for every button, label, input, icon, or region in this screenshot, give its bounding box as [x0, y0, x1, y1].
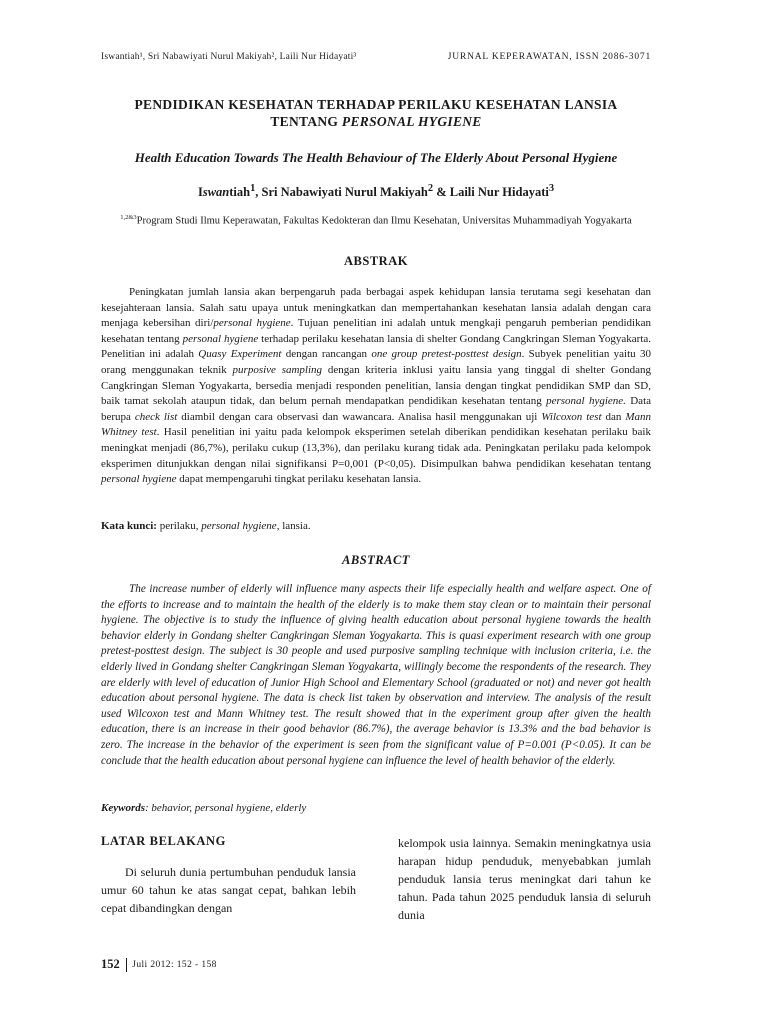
title-line-2-plain: TENTANG	[270, 114, 342, 129]
body-right-column	[398, 834, 651, 924]
footer-divider	[126, 958, 128, 972]
abstrak-text: Peningkatan jumlah lansia akan berpengaruh pada berbagai aspek kehidupan lansia terutama segi kesehatan dan kesejahteraan lansia. Salah satu upaya untuk meningkatkan dan mempertahankan kesehatan lansia adalah dengan cara menjaga kebersihan diri/	[101, 286, 651, 330]
kata-kunci-text: , lansia.	[276, 520, 311, 532]
abstrak-italic: purposive sampling	[232, 363, 323, 376]
abstrak-text: . Subyek penelitian yaitu 30 orang menggunakan teknik	[101, 348, 651, 376]
abstrak-text: dapat mempengaruhi tingkat perilaku kesehatan lansia.	[176, 473, 422, 486]
author-3: & Laili Nur Hidayati	[433, 185, 549, 200]
keywords	[101, 802, 651, 814]
author-3-sup: 3	[548, 183, 555, 194]
affiliation	[110, 211, 642, 228]
keywords-text: : behavior, personal hygiene, elderly	[145, 802, 307, 814]
abstrak-italic: personal hygiene	[213, 317, 291, 330]
running-head	[101, 52, 651, 62]
abstrak-text: . Hasil penelitian ini yaitu pada kelompok eksperimen setelah diberikan pendidikan kesehatan perilaku baik meningkat menjadi (86,7%), perilaku cukup (13,3%), dan perilaku kurang tidak ada. Peningkatan perilaku pada kelompok eksperimen ditunjukkan dengan nilai signifikansi P=0,001 (P<0,05). Disimpulkan bahwa pendidikan kesehatan tentang	[101, 426, 651, 470]
abstrak-text: . Tujuan penelitian ini adalah untuk mengkaji pengaruh pemberian pendidikan kesehatan tentang	[101, 317, 651, 345]
abstrak-italic: Quasy Experiment	[198, 348, 282, 361]
abstrak-text: dengan kriteria inklusi yaitu lansia yang tinggal di shelter Gondang Cangkringan Sleman Yogyakarta, bersedia menjadi responden penelitian, lansia dengan tingkat pendidikan SMP dan SD, baik tamat sekolah ataupun tidak, dan belum pernah mendapatkan pendidikan kesehatan tentang	[101, 363, 651, 408]
running-head-journal: JURNAL KEPERAWATAN, ISSN 2086-3071	[447, 52, 651, 62]
abstrak-text: diambil dengan cara observasi dan wawancara. Analisa hasil menggunakan uji	[177, 410, 542, 423]
english-title: Health Education Towards The Health Behaviour of The Elderly About Personal Hygiene	[134, 150, 618, 165]
abstrak-italic: personal hygiene.	[546, 395, 626, 408]
abstrak-italic: Mann Whitney test	[101, 410, 651, 439]
affiliation-sup: 1,2&3	[120, 214, 137, 221]
title-line-1: PENDIDIKAN KESEHATAN TERHADAP PERILAKU KESEHATAN LANSIA	[134, 97, 618, 112]
abstract-heading: ABSTRACT	[342, 553, 410, 567]
abstrak-text: dengan rancangan	[281, 348, 372, 361]
page-footer	[101, 957, 217, 972]
kata-kunci-italic: personal hygiene	[201, 520, 277, 532]
author-1-italic: swan	[202, 185, 230, 200]
title-line-2-italic: PERSONAL HYGIENE	[341, 114, 482, 129]
body-left-column	[101, 832, 356, 917]
author-1-suffix: tiah	[229, 185, 251, 200]
abstrak-italic: Wilcoxon test	[541, 410, 602, 423]
keywords-label: Keywords	[101, 802, 145, 814]
author-1-sup: 1	[250, 183, 256, 194]
footer-date-range: Juli 2012: 152 - 158	[132, 959, 217, 970]
abstrak-text: Data berupa	[101, 395, 652, 423]
title-line-2	[100, 113, 652, 130]
body-paragraph-left: Di seluruh dunia pertumbuhan penduduk lansia umur 60 tahun ke atas sangat cepat, bahkan lebih cepat dibandingkan dengan	[101, 865, 356, 915]
author-2: , Sri Nabawiyati Nurul Makiyah	[255, 185, 428, 200]
kata-kunci-text: perilaku,	[156, 520, 202, 532]
abstrak-heading: ABSTRAK	[344, 254, 408, 268]
kata-kunci	[101, 520, 651, 532]
author-2-sup: 2	[427, 183, 434, 194]
abstrak-italic: personal hygiene	[182, 332, 259, 345]
abstract-body: The increase number of elderly will influence many aspects their life especially health and welfare aspect. One of the efforts to increase and to maintain the health of the elderly is to make them stay clean or to maintain their personal hygiene. The objective is to study the influence of giving health education about personal hygiene towards the health behavior elderly in Gondang shelter Cangkringan Sleman Yogyakarta. This is quasi experiment research with one group pretest-posttest design. The subject is 30 people and used purposive sampling technique with inclusion criteria, i.e. the elderly lived in Gondang shelter Cangkringan Sleman Yogyakarta, willingly become the respondents of the research. They are elderly with level of education of Junior High School and Elementary School (graduated or not) and never got health education about personal hygiene. The data is check list taken by observation and interview. The analysis of the result used Wilcoxon test and Mann Whitney test. The result showed that in the experiment group after given the health education, there is an increase in their good behavior (86.7%), the average behavior is 13.3% and the bad behavior is zero. The increase in the behavior of the experiment is seen from the significant value of P=0.001 (P<0.05). It can be conclude that the health education about personal hygiene can influence the level of health behavior of the elderly.	[101, 583, 651, 767]
indonesian-title	[100, 96, 652, 130]
section-heading: LATAR BELAKANG	[101, 834, 226, 848]
abstrak-text: dan	[601, 410, 626, 423]
author-list	[100, 183, 652, 200]
affiliation-text: Program Studi Ilmu Keperawatan, Fakultas Kedokteran dan Ilmu Kesehatan, Universitas Muhammadiyah Yogyakarta	[136, 215, 632, 227]
kata-kunci-label: Kata kunci:	[101, 520, 157, 532]
running-head-authors: Iswantiah¹, Sri Nabawiyati Nurul Makiyah², Laili Nur Hidayati³	[101, 52, 357, 62]
author-1-prefix: I	[197, 185, 203, 200]
body-paragraph-right: kelompok usia lainnya. Semakin meningkatnya usia harapan hidup penduduk, menyebabkan jumlah penduduk lansia terus meningkat dari tahun ke tahun. Pada tahun 2025 penduduk lansia di seluruh dunia	[398, 836, 651, 922]
abstrak-body	[101, 285, 651, 488]
abstrak-text: terhadap perilaku kesehatan lansia di shelter Gondang Cangkringan Sleman Yogyakarta. Penelitian ini adalah	[101, 332, 652, 361]
abstrak-italic: check list	[134, 410, 178, 423]
page-number: 152	[101, 957, 120, 971]
abstrak-italic: personal hygiene	[101, 473, 177, 486]
abstrak-italic: one group pretest-posttest design	[371, 348, 522, 361]
